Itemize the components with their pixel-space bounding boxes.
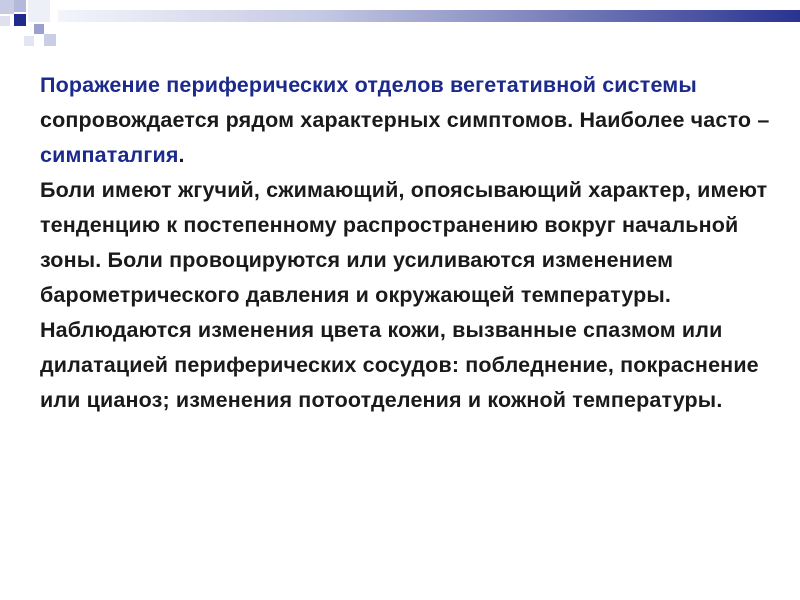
decor-square xyxy=(34,24,44,34)
intro-text: сопровождается рядом характерных симптомов. Наиболее часто – xyxy=(40,108,770,132)
decor-square xyxy=(24,36,34,46)
keyword-punctuation: . xyxy=(178,143,185,167)
decor-square xyxy=(0,0,14,14)
slide-body-text xyxy=(40,68,770,418)
decor-square xyxy=(14,0,26,12)
highlight-phrase: Поражение периферических отделов вегетативной системы xyxy=(40,73,697,97)
decor-square xyxy=(28,0,50,22)
decor-square xyxy=(14,14,26,26)
body-paragraph: Боли имеют жгучий, сжимающий, опоясывающий характер, имеют тенденцию к постепенному распространению вокруг начальной зоны. Боли провоцируются или усиливаются изменением барометрического давления и окружающей температуры. Наблюдаются изменения цвета кожи, вызванные спазмом или дилатацией периферических сосудов: побледнение, покраснение или цианоз; изменения потоотделения и кожной температуры. xyxy=(40,178,768,412)
keyword-highlight: симпаталгия xyxy=(40,143,179,167)
header-gradient-bar xyxy=(58,10,800,22)
decor-square xyxy=(44,34,56,46)
decor-square xyxy=(0,16,10,26)
